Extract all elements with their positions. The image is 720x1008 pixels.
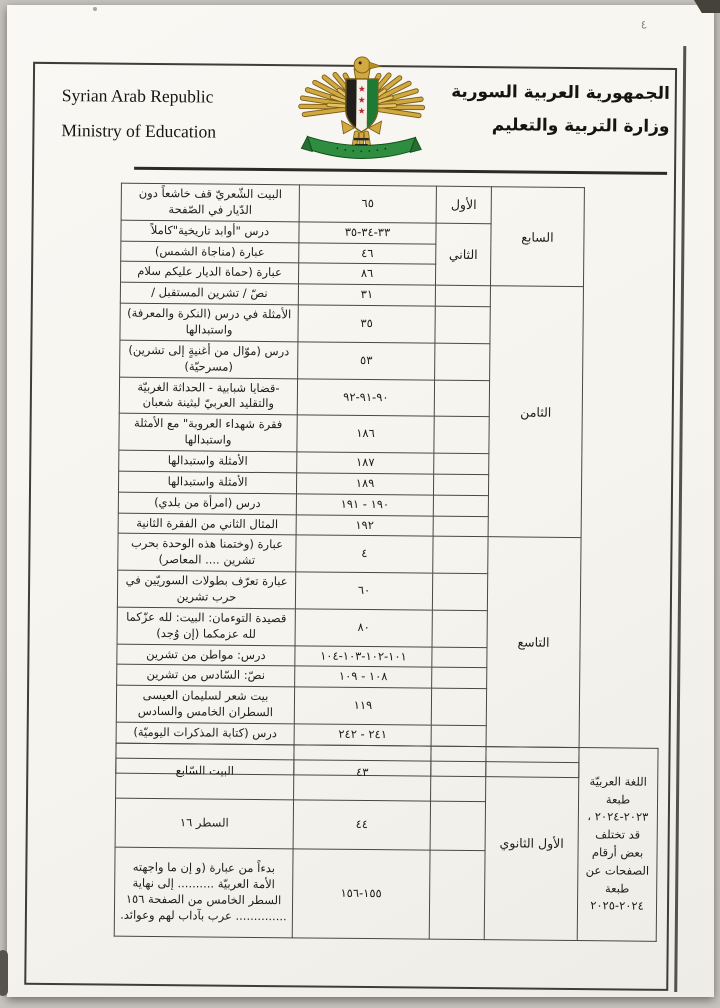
pages-cell: ٤٤ [293, 800, 430, 850]
page-numbers-table-secondary [114, 743, 659, 942]
sem-cell: الثاني [435, 223, 491, 286]
pages-cell: ٨٦ [298, 263, 435, 285]
scan-paper [7, 5, 714, 997]
ministry-name-en: Ministry of Education [61, 120, 217, 142]
page-border-double-line [674, 46, 686, 992]
pages-cell: ١٩٠ - ١٩١ [296, 494, 433, 516]
sem-cell [430, 801, 485, 851]
pages-cell: ٢٤١ - ٢٤٢ [294, 724, 431, 746]
pages-cell: ٦٥ [299, 185, 436, 223]
sem-cell [432, 647, 487, 668]
syria-coat-of-arms-icon [297, 52, 426, 163]
grade-cell: الأول الثانوي [484, 747, 579, 941]
desc-cell: عبارة (وختمنا هذه الوحدة بحرب تشرين .... المعاصر) [118, 534, 296, 572]
desc-cell: نصّ / تشرين المستقبل / [120, 282, 298, 305]
grade-cell: السابع [490, 187, 584, 287]
desc-cell: قصيدة التوءمان: البيت: لله عزّكما لله عزمكما (إن وُجد) [117, 607, 295, 645]
pages-cell: ٣٥ [298, 305, 435, 343]
pages-cell: ١٨٧ [297, 452, 434, 474]
desc-cell: عبارة (حماة الديار عليكم سلام [120, 262, 298, 285]
pages-cell: ٤٣ [294, 745, 432, 801]
pages-cell: ١١٩ [294, 687, 431, 725]
sem-cell [435, 285, 490, 306]
page-content [0, 2, 715, 1001]
pages-cell: ٩٠-٩١-٩٢ [297, 378, 434, 416]
pages-cell: ١٨٦ [297, 415, 434, 453]
grade-cell: الثامن [488, 286, 583, 538]
header-arabic [451, 76, 670, 144]
pages-cell: ١٥٥-١٥٦ [292, 849, 430, 939]
sem-cell [433, 537, 488, 574]
sem-cell [432, 610, 487, 647]
desc-cell: فقرة شهداء العروبة" مع الأمثلة واستبدالها [119, 413, 297, 451]
pages-cell: ٣١ [298, 284, 435, 306]
ministry-name-ar: وزارة التربية والتعليم [491, 115, 670, 138]
pages-cell: ٦٠ [295, 572, 432, 610]
desc-cell: نصّ: السّادس من تشرين [117, 665, 295, 688]
desc-cell: الأمثلة واستبدالها [119, 450, 297, 473]
sem-cell [429, 850, 485, 940]
desc-cell: -قضايا شبابية - الحداثة الغربيّة والتقليد العربيّ لبثينة شعبان [119, 377, 297, 415]
sem-cell: الأول [436, 186, 491, 223]
page-numbers-table-upper [115, 183, 585, 778]
desc-cell: درس (موّال من أغنيةٍ إلى تشرين) (مسرحيّة) [120, 340, 298, 378]
sem-cell [433, 516, 488, 537]
pages-cell: ١٠١-١٠٢-١٠٣-١٠٤ [295, 645, 432, 667]
pages-cell: ١٨٩ [296, 473, 433, 495]
pages-cell: ٥٣ [298, 342, 435, 380]
sem-cell [434, 380, 489, 417]
table-row [121, 183, 584, 224]
header-english [61, 78, 216, 149]
pencil-mark: ٤ [639, 17, 648, 33]
note-cell: اللغة العربيّة طبعة ٢٠٢٣-٢٠٢٤ ، قد تختلف بعض أرقام الصفحات عن طبعة ٢٠٢٤-٢٠٢٥ [577, 748, 658, 942]
sem-cell [432, 573, 487, 610]
table-row [118, 534, 581, 575]
desc-cell: درس: مواطن من تشرين [117, 644, 295, 667]
desc-cell: درس (امرأة من بلدي) [118, 492, 296, 515]
desc-cell: بيت شعر لسليمان العيسى السطران الخامس والسادس [116, 685, 294, 723]
pages-cell: ١٠٨ - ١٠٩ [295, 666, 432, 688]
grade-cell: التاسع [486, 537, 581, 747]
sem-cell [431, 688, 486, 725]
pages-cell: ١٩٢ [296, 514, 433, 536]
scan-corner-artifact-bottom-left [0, 950, 8, 996]
sem-cell [432, 668, 487, 689]
sem-cell [431, 746, 487, 802]
desc-cell: الأمثلة في درس (النكرة والمعرفة) واستبدالها [120, 303, 298, 341]
desc-cell: بدءاً من عبارة (و إن ما واجهته الأمة العربيّة .......... إلى نهاية السطر الخامس من الصفحة ١٥٦ .............. عرب بآداب لهم وعوائد. [114, 847, 293, 938]
pages-cell: ٣٣-٣٤-٣٥ [299, 222, 436, 244]
desc-cell: درس (كتابة المذكرات اليوميّة) [116, 722, 294, 745]
pages-cell: ٤ [296, 535, 433, 573]
desc-cell: السطر ١٦ [115, 798, 293, 849]
sem-cell [435, 306, 490, 343]
desc-cell: عبارة (مناجاة الشمس) [121, 241, 299, 264]
sem-cell [435, 343, 490, 380]
desc-cell: درس "أوابد تاريخية"كاملاً [121, 220, 299, 243]
desc-cell: البيت الشّعريّ قف خاشعاً دون الدّيار في الصّفحة [121, 183, 299, 221]
pages-cell: ٨٠ [295, 609, 432, 647]
country-name-ar: الجمهورية العربية السورية [451, 81, 670, 104]
sem-cell [433, 474, 488, 495]
sem-cell [431, 725, 486, 746]
desc-cell: المثال الثاني من الفقرة الثانية [118, 513, 296, 536]
country-name-en: Syrian Arab Republic [61, 85, 214, 107]
sem-cell [434, 416, 489, 453]
sem-cell [433, 495, 488, 516]
sem-cell [434, 453, 489, 474]
desc-cell: عبارة تعرّف بطولات السوريّين في حرب تشرين [117, 570, 295, 608]
pages-cell: ٤٦ [299, 242, 436, 264]
table-row [116, 743, 659, 803]
desc-cell: الأمثلة واستبدالها [118, 471, 296, 494]
desc-cell: البيت السّابع [116, 743, 295, 800]
scan-speck [93, 7, 97, 11]
